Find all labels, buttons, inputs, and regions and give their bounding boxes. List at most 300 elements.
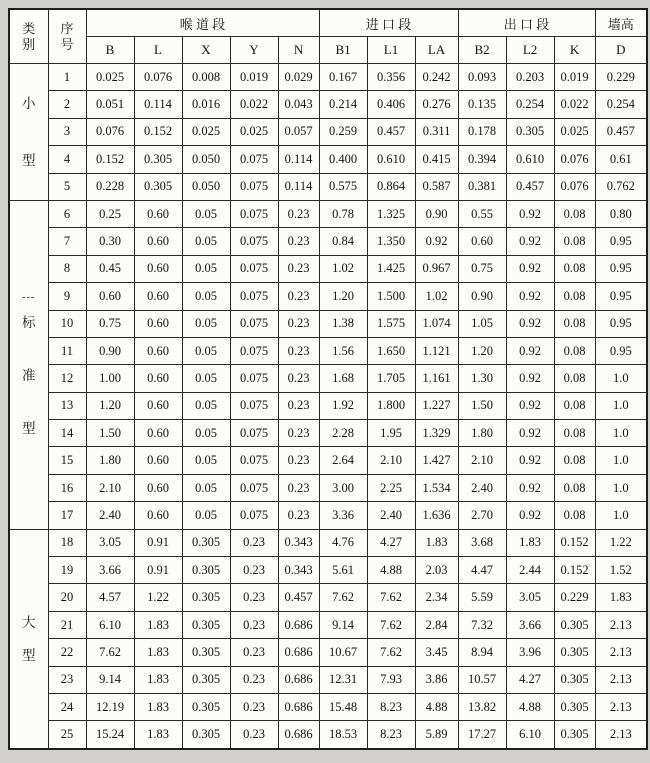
value-cell-la: 0.967	[415, 255, 458, 282]
value-cell-b: 0.75	[86, 310, 134, 337]
value-cell-b2: 10.57	[458, 666, 506, 693]
value-cell-b2: 2.70	[458, 502, 506, 529]
value-cell-b1: 9.14	[319, 611, 367, 638]
serial-number-cell: 7	[48, 228, 86, 255]
value-cell-b: 2.40	[86, 502, 134, 529]
serial-number-cell: 22	[48, 639, 86, 666]
value-cell-l2: 0.254	[506, 91, 554, 118]
value-cell-l1: 0.864	[367, 173, 415, 200]
value-cell-l2: 4.27	[506, 666, 554, 693]
value-cell-b2: 5.59	[458, 584, 506, 611]
header-row-groups	[9, 9, 647, 37]
table-row	[9, 557, 647, 584]
value-cell-l: 0.60	[134, 283, 182, 310]
serial-number-cell: 11	[48, 337, 86, 364]
value-cell-l: 0.60	[134, 337, 182, 364]
value-cell-l: 0.60	[134, 420, 182, 447]
value-cell-l1: 1.500	[367, 283, 415, 310]
value-cell-k: 0.08	[554, 365, 595, 392]
value-cell-d: 2.13	[595, 721, 647, 749]
table-row	[9, 118, 647, 145]
value-cell-la: 3.86	[415, 666, 458, 693]
value-cell-b2: 0.55	[458, 200, 506, 227]
value-cell-x: 0.305	[182, 529, 230, 556]
value-cell-k: 0.305	[554, 693, 595, 720]
value-cell-y: 0.075	[230, 255, 278, 282]
value-cell-x: 0.05	[182, 228, 230, 255]
value-cell-l: 1.22	[134, 584, 182, 611]
value-cell-b1: 1.02	[319, 255, 367, 282]
value-cell-la: 1.329	[415, 420, 458, 447]
value-cell-n: 0.686	[278, 693, 319, 720]
value-cell-b1: 4.76	[319, 529, 367, 556]
value-cell-b1: 0.78	[319, 200, 367, 227]
value-cell-d: 0.80	[595, 200, 647, 227]
value-cell-d: 1.83	[595, 584, 647, 611]
value-cell-l1: 1.575	[367, 310, 415, 337]
value-cell-l: 0.91	[134, 529, 182, 556]
value-cell-b2: 2.10	[458, 447, 506, 474]
value-cell-n: 0.029	[278, 64, 319, 91]
value-cell-x: 0.050	[182, 173, 230, 200]
value-cell-b1: 0.575	[319, 173, 367, 200]
value-cell-k: 0.08	[554, 228, 595, 255]
value-cell-b1: 10.67	[319, 639, 367, 666]
category-label	[10, 201, 48, 529]
header-col-l2: L2	[506, 37, 554, 64]
value-cell-k: 0.229	[554, 584, 595, 611]
value-cell-l: 0.60	[134, 255, 182, 282]
table-row	[9, 200, 647, 227]
value-cell-x: 0.305	[182, 693, 230, 720]
value-cell-d: 0.229	[595, 64, 647, 91]
value-cell-n: 0.686	[278, 611, 319, 638]
value-cell-l: 0.305	[134, 146, 182, 173]
value-cell-x: 0.305	[182, 666, 230, 693]
value-cell-l2: 0.92	[506, 310, 554, 337]
value-cell-b2: 0.178	[458, 118, 506, 145]
header-col-d: D	[595, 37, 647, 64]
value-cell-y: 0.23	[230, 666, 278, 693]
value-cell-y: 0.23	[230, 584, 278, 611]
value-cell-b2: 0.381	[458, 173, 506, 200]
header-serial	[48, 9, 86, 64]
header-col-y: Y	[230, 37, 278, 64]
value-cell-l2: 3.05	[506, 584, 554, 611]
value-cell-l: 0.152	[134, 118, 182, 145]
value-cell-l2: 0.305	[506, 118, 554, 145]
header-col-b: B	[86, 37, 134, 64]
value-cell-b2: 1.05	[458, 310, 506, 337]
value-cell-la: 3.45	[415, 639, 458, 666]
category-label	[10, 530, 48, 748]
value-cell-b: 12.19	[86, 693, 134, 720]
value-cell-b: 9.14	[86, 666, 134, 693]
value-cell-b2: 13.82	[458, 693, 506, 720]
value-cell-y: 0.075	[230, 283, 278, 310]
serial-number-cell: 4	[48, 146, 86, 173]
value-cell-l2: 0.92	[506, 228, 554, 255]
value-cell-d: 2.13	[595, 693, 647, 720]
value-cell-la: 4.88	[415, 693, 458, 720]
value-cell-b2: 1.20	[458, 337, 506, 364]
value-cell-y: 0.075	[230, 502, 278, 529]
value-cell-d: 2.13	[595, 639, 647, 666]
value-cell-la: 1.121	[415, 337, 458, 364]
value-cell-l1: 1.325	[367, 200, 415, 227]
value-cell-k: 0.08	[554, 200, 595, 227]
value-cell-k: 0.08	[554, 474, 595, 501]
category-label-char: 型	[22, 647, 36, 663]
value-cell-l: 1.83	[134, 666, 182, 693]
table-row	[9, 228, 647, 255]
value-cell-b2: 7.32	[458, 611, 506, 638]
table-row	[9, 283, 647, 310]
value-cell-b: 0.076	[86, 118, 134, 145]
value-cell-l1: 1.650	[367, 337, 415, 364]
value-cell-b2: 1.30	[458, 365, 506, 392]
value-cell-b: 0.30	[86, 228, 134, 255]
value-cell-x: 0.05	[182, 474, 230, 501]
value-cell-b: 0.60	[86, 283, 134, 310]
value-cell-l: 0.60	[134, 447, 182, 474]
value-cell-n: 0.057	[278, 118, 319, 145]
value-cell-k: 0.022	[554, 91, 595, 118]
value-cell-b2: 0.90	[458, 283, 506, 310]
value-cell-l1: 0.610	[367, 146, 415, 173]
value-cell-l1: 4.88	[367, 557, 415, 584]
value-cell-la: 1.074	[415, 310, 458, 337]
value-cell-n: 0.686	[278, 721, 319, 749]
value-cell-y: 0.23	[230, 611, 278, 638]
flume-dimension-table	[8, 8, 648, 750]
value-cell-d: 0.95	[595, 228, 647, 255]
value-cell-k: 0.076	[554, 146, 595, 173]
category-label-char: 准	[22, 368, 36, 384]
value-cell-b1: 0.400	[319, 146, 367, 173]
category-label-char: 小	[22, 95, 36, 111]
serial-number-cell: 18	[48, 529, 86, 556]
value-cell-b2: 4.47	[458, 557, 506, 584]
value-cell-b2: 0.60	[458, 228, 506, 255]
table-header	[9, 9, 647, 64]
value-cell-la: 0.311	[415, 118, 458, 145]
serial-number-cell: 23	[48, 666, 86, 693]
table-row	[9, 337, 647, 364]
value-cell-y: 0.025	[230, 118, 278, 145]
value-cell-k: 0.08	[554, 502, 595, 529]
value-cell-n: 0.686	[278, 666, 319, 693]
value-cell-b: 0.45	[86, 255, 134, 282]
value-cell-y: 0.075	[230, 310, 278, 337]
value-cell-x: 0.305	[182, 721, 230, 749]
value-cell-x: 0.05	[182, 365, 230, 392]
value-cell-y: 0.23	[230, 557, 278, 584]
value-cell-b1: 0.259	[319, 118, 367, 145]
value-cell-la: 1.02	[415, 283, 458, 310]
table-row	[9, 173, 647, 200]
value-cell-b: 1.00	[86, 365, 134, 392]
value-cell-b: 7.62	[86, 639, 134, 666]
value-cell-la: 1.227	[415, 392, 458, 419]
value-cell-k: 0.08	[554, 255, 595, 282]
value-cell-y: 0.075	[230, 447, 278, 474]
value-cell-x: 0.05	[182, 200, 230, 227]
value-cell-b1: 3.36	[319, 502, 367, 529]
value-cell-l1: 8.23	[367, 721, 415, 749]
value-cell-x: 0.05	[182, 502, 230, 529]
value-cell-l2: 3.96	[506, 639, 554, 666]
value-cell-l2: 0.92	[506, 420, 554, 447]
serial-number-cell: 10	[48, 310, 86, 337]
value-cell-l2: 0.92	[506, 255, 554, 282]
value-cell-b1: 1.92	[319, 392, 367, 419]
value-cell-l2: 0.203	[506, 64, 554, 91]
value-cell-l1: 1.350	[367, 228, 415, 255]
header-row-columns	[9, 37, 647, 64]
value-cell-l2: 0.92	[506, 200, 554, 227]
value-cell-l1: 7.62	[367, 611, 415, 638]
value-cell-k: 0.019	[554, 64, 595, 91]
value-cell-d: 1.0	[595, 447, 647, 474]
category-cell-1	[9, 64, 48, 201]
value-cell-d: 1.22	[595, 529, 647, 556]
value-cell-l: 0.91	[134, 557, 182, 584]
value-cell-la: 1.83	[415, 529, 458, 556]
value-cell-l1: 1.800	[367, 392, 415, 419]
value-cell-b: 0.051	[86, 91, 134, 118]
value-cell-n: 0.114	[278, 146, 319, 173]
value-cell-b: 0.90	[86, 337, 134, 364]
value-cell-n: 0.457	[278, 584, 319, 611]
value-cell-b2: 0.75	[458, 255, 506, 282]
value-cell-k: 0.08	[554, 283, 595, 310]
value-cell-n: 0.23	[278, 228, 319, 255]
value-cell-x: 0.05	[182, 337, 230, 364]
value-cell-d: 2.13	[595, 666, 647, 693]
value-cell-la: 2.03	[415, 557, 458, 584]
value-cell-l: 0.60	[134, 310, 182, 337]
value-cell-n: 0.23	[278, 447, 319, 474]
value-cell-x: 0.05	[182, 420, 230, 447]
header-serial-char-2: 号	[60, 36, 74, 52]
value-cell-l1: 0.356	[367, 64, 415, 91]
value-cell-b: 3.05	[86, 529, 134, 556]
header-col-l: L	[134, 37, 182, 64]
value-cell-n: 0.23	[278, 283, 319, 310]
value-cell-d: 2.13	[595, 611, 647, 638]
table-row	[9, 693, 647, 720]
serial-number-cell: 19	[48, 557, 86, 584]
value-cell-x: 0.025	[182, 118, 230, 145]
value-cell-l: 1.83	[134, 693, 182, 720]
value-cell-la: 0.415	[415, 146, 458, 173]
value-cell-b2: 3.68	[458, 529, 506, 556]
category-cell-2	[9, 200, 48, 529]
value-cell-y: 0.075	[230, 228, 278, 255]
value-cell-n: 0.23	[278, 255, 319, 282]
serial-number-cell: 15	[48, 447, 86, 474]
value-cell-l1: 8.23	[367, 693, 415, 720]
value-cell-l: 0.60	[134, 502, 182, 529]
serial-number-cell: 5	[48, 173, 86, 200]
value-cell-la: 0.587	[415, 173, 458, 200]
value-cell-k: 0.08	[554, 447, 595, 474]
header-group-wall-height: 墙高	[595, 9, 647, 37]
value-cell-k: 0.076	[554, 173, 595, 200]
value-cell-n: 0.043	[278, 91, 319, 118]
serial-number-cell: 20	[48, 584, 86, 611]
value-cell-d: 0.762	[595, 173, 647, 200]
value-cell-b: 2.10	[86, 474, 134, 501]
value-cell-la: 2.34	[415, 584, 458, 611]
value-cell-x: 0.05	[182, 392, 230, 419]
header-category-char-1: 类	[22, 20, 36, 36]
table-row	[9, 611, 647, 638]
value-cell-y: 0.23	[230, 721, 278, 749]
table-row	[9, 639, 647, 666]
value-cell-l2: 0.457	[506, 173, 554, 200]
value-cell-b1: 1.38	[319, 310, 367, 337]
table-row	[9, 392, 647, 419]
value-cell-b2: 17.27	[458, 721, 506, 749]
value-cell-b: 6.10	[86, 611, 134, 638]
value-cell-k: 0.305	[554, 611, 595, 638]
value-cell-n: 0.23	[278, 337, 319, 364]
value-cell-d: 0.95	[595, 255, 647, 282]
value-cell-b1: 2.28	[319, 420, 367, 447]
value-cell-y: 0.075	[230, 420, 278, 447]
value-cell-b: 0.228	[86, 173, 134, 200]
value-cell-l: 1.83	[134, 639, 182, 666]
value-cell-l1: 0.457	[367, 118, 415, 145]
value-cell-k: 0.08	[554, 310, 595, 337]
value-cell-b: 1.20	[86, 392, 134, 419]
value-cell-n: 0.686	[278, 639, 319, 666]
value-cell-b1: 5.61	[319, 557, 367, 584]
value-cell-x: 0.05	[182, 283, 230, 310]
serial-number-cell: 21	[48, 611, 86, 638]
table-row	[9, 529, 647, 556]
value-cell-l1: 7.62	[367, 584, 415, 611]
value-cell-x: 0.016	[182, 91, 230, 118]
value-cell-b: 15.24	[86, 721, 134, 749]
category-label	[10, 64, 48, 200]
value-cell-k: 0.305	[554, 639, 595, 666]
value-cell-b2: 0.394	[458, 146, 506, 173]
value-cell-d: 0.457	[595, 118, 647, 145]
value-cell-b2: 1.50	[458, 392, 506, 419]
serial-number-cell: 9	[48, 283, 86, 310]
value-cell-b1: 0.84	[319, 228, 367, 255]
header-col-x: X	[182, 37, 230, 64]
value-cell-k: 0.152	[554, 529, 595, 556]
value-cell-y: 0.075	[230, 337, 278, 364]
value-cell-x: 0.008	[182, 64, 230, 91]
value-cell-l2: 2.44	[506, 557, 554, 584]
value-cell-x: 0.305	[182, 557, 230, 584]
value-cell-l: 0.60	[134, 474, 182, 501]
serial-number-cell: 8	[48, 255, 86, 282]
value-cell-b1: 0.214	[319, 91, 367, 118]
serial-number-cell: 2	[48, 91, 86, 118]
value-cell-y: 0.075	[230, 365, 278, 392]
value-cell-n: 0.23	[278, 200, 319, 227]
value-cell-d: 0.95	[595, 310, 647, 337]
value-cell-l: 0.114	[134, 91, 182, 118]
value-cell-b: 3.66	[86, 557, 134, 584]
value-cell-l2: 3.66	[506, 611, 554, 638]
value-cell-x: 0.05	[182, 447, 230, 474]
value-cell-y: 0.23	[230, 639, 278, 666]
value-cell-d: 0.254	[595, 91, 647, 118]
value-cell-n: 0.23	[278, 420, 319, 447]
value-cell-y: 0.23	[230, 693, 278, 720]
header-serial-char-1: 序	[60, 20, 74, 36]
value-cell-l1: 2.25	[367, 474, 415, 501]
serial-number-cell: 12	[48, 365, 86, 392]
value-cell-d: 1.0	[595, 420, 647, 447]
value-cell-k: 0.305	[554, 721, 595, 749]
value-cell-n: 0.23	[278, 474, 319, 501]
value-cell-l2: 0.92	[506, 502, 554, 529]
value-cell-l: 0.60	[134, 392, 182, 419]
value-cell-l2: 0.92	[506, 283, 554, 310]
value-cell-l1: 4.27	[367, 529, 415, 556]
value-cell-n: 0.23	[278, 392, 319, 419]
serial-number-cell: 17	[48, 502, 86, 529]
value-cell-l2: 0.610	[506, 146, 554, 173]
table-row	[9, 64, 647, 91]
value-cell-y: 0.075	[230, 200, 278, 227]
value-cell-la: 1.636	[415, 502, 458, 529]
value-cell-x: 0.05	[182, 255, 230, 282]
table-row	[9, 146, 647, 173]
value-cell-d: 1.52	[595, 557, 647, 584]
value-cell-l1: 2.10	[367, 447, 415, 474]
value-cell-n: 0.23	[278, 502, 319, 529]
table-row	[9, 420, 647, 447]
value-cell-x: 0.305	[182, 584, 230, 611]
category-cell-3	[9, 529, 48, 749]
value-cell-l2: 1.83	[506, 529, 554, 556]
value-cell-n: 0.343	[278, 529, 319, 556]
header-col-l1: L1	[367, 37, 415, 64]
value-cell-l1: 7.93	[367, 666, 415, 693]
value-cell-b2: 1.80	[458, 420, 506, 447]
value-cell-la: 0.242	[415, 64, 458, 91]
table-row	[9, 310, 647, 337]
value-cell-n: 0.23	[278, 310, 319, 337]
value-cell-l2: 0.92	[506, 392, 554, 419]
value-cell-l2: 0.92	[506, 474, 554, 501]
value-cell-k: 0.025	[554, 118, 595, 145]
value-cell-y: 0.075	[230, 146, 278, 173]
value-cell-l: 0.076	[134, 64, 182, 91]
value-cell-n: 0.114	[278, 173, 319, 200]
value-cell-la: 1.534	[415, 474, 458, 501]
serial-number-cell: 14	[48, 420, 86, 447]
serial-number-cell: 3	[48, 118, 86, 145]
value-cell-k: 0.08	[554, 337, 595, 364]
header-col-la: LA	[415, 37, 458, 64]
value-cell-l2: 4.88	[506, 693, 554, 720]
value-cell-d: 1.0	[595, 365, 647, 392]
header-category-char-2: 别	[22, 36, 36, 52]
value-cell-la: 0.90	[415, 200, 458, 227]
value-cell-b: 0.25	[86, 200, 134, 227]
category-label-char: 大	[22, 614, 36, 630]
